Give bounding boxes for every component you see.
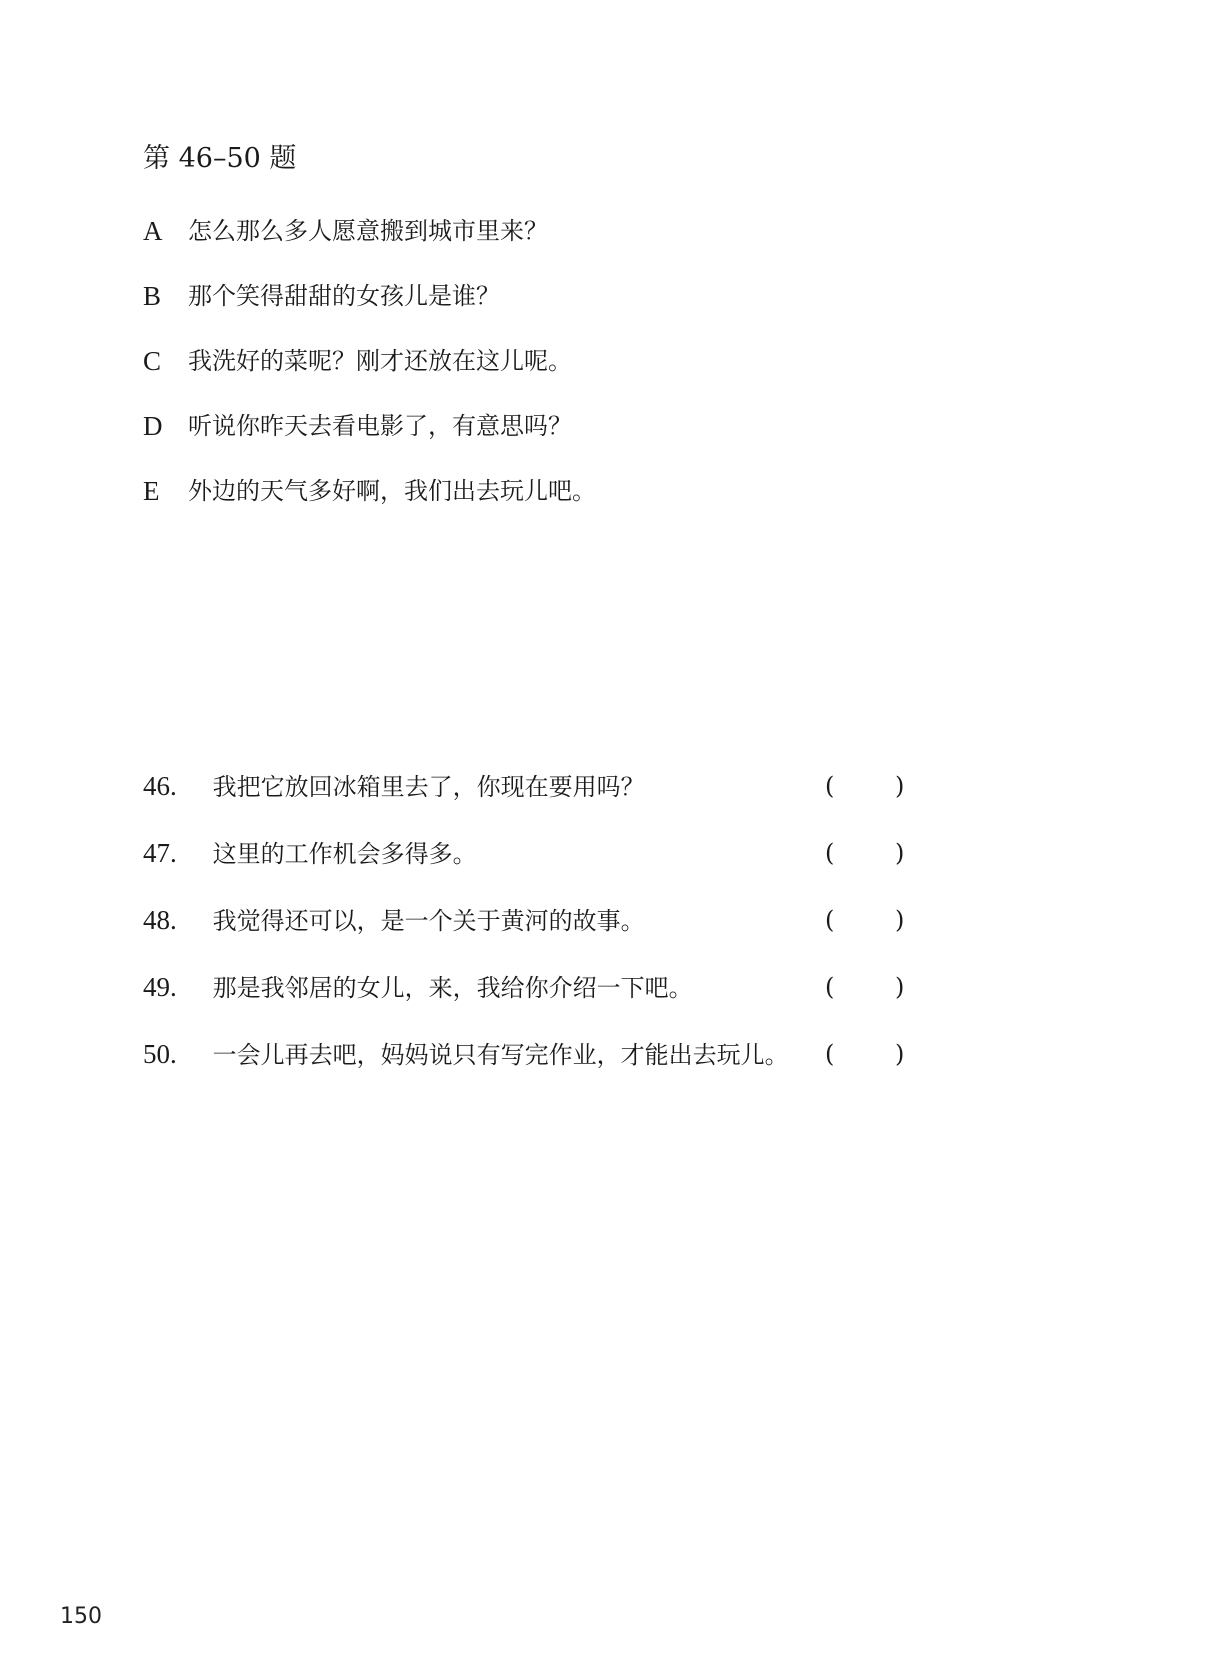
question-number: 50.: [143, 1039, 177, 1069]
answer-blank-close[interactable]: ): [895, 1040, 905, 1068]
option-letter: A: [143, 216, 163, 246]
question-item-49: [143, 970, 923, 1037]
section-title: 第 46–50 题: [143, 143, 297, 174]
option-letter: C: [143, 346, 162, 376]
question-text: 一会儿再去吧，妈妈说只有写完作业，才能出去玩儿。: [212, 1041, 789, 1069]
question-number: 49.: [143, 972, 177, 1002]
option-text: 那个笑得甜甜的女孩儿是谁？: [188, 282, 500, 310]
option-item-d: [143, 409, 596, 474]
option-text: 听说你昨天去看电影了，有意思吗？: [188, 412, 572, 440]
answer-blank-open[interactable]: (: [825, 906, 835, 934]
option-letter: D: [143, 411, 163, 441]
answer-blank-open[interactable]: (: [825, 772, 835, 800]
answer-blank-close[interactable]: ): [895, 973, 905, 1001]
question-item-46: [143, 769, 923, 836]
option-item-c: [143, 344, 596, 409]
option-text: 外边的天气多好啊，我们出去玩儿吧。: [188, 477, 596, 505]
option-text: 怎么那么多人愿意搬到城市里来？: [188, 217, 548, 245]
answer-blank-open[interactable]: (: [825, 1040, 835, 1068]
question-item-47: [143, 836, 923, 903]
question-text: 那是我邻居的女儿，来，我给你介绍一下吧。: [212, 974, 693, 1002]
answer-blank-open[interactable]: (: [825, 839, 835, 867]
answer-blank-close[interactable]: ): [895, 906, 905, 934]
option-text: 我洗好的菜呢？刚才还放在这儿呢。: [188, 347, 572, 375]
question-item-50: [143, 1037, 923, 1104]
question-item-48: [143, 903, 923, 970]
question-number: 48.: [143, 905, 177, 935]
question-number: 47.: [143, 838, 177, 868]
question-text: 我把它放回冰箱里去了，你现在要用吗？: [212, 773, 645, 801]
question-text: 这里的工作机会多得多。: [212, 840, 477, 868]
answer-blank-close[interactable]: ): [895, 772, 905, 800]
option-letter: E: [143, 476, 160, 506]
question-number: 46.: [143, 771, 177, 801]
option-item-e: [143, 474, 596, 539]
questions-list: [143, 769, 923, 1104]
answer-options-list: [143, 214, 596, 539]
page-number: 150: [60, 1604, 102, 1629]
question-text: 我觉得还可以，是一个关于黄河的故事。: [212, 907, 645, 935]
answer-blank-open[interactable]: (: [825, 973, 835, 1001]
option-item-a: [143, 214, 596, 279]
option-item-b: [143, 279, 596, 344]
answer-blank-close[interactable]: ): [895, 839, 905, 867]
option-letter: B: [143, 281, 162, 311]
